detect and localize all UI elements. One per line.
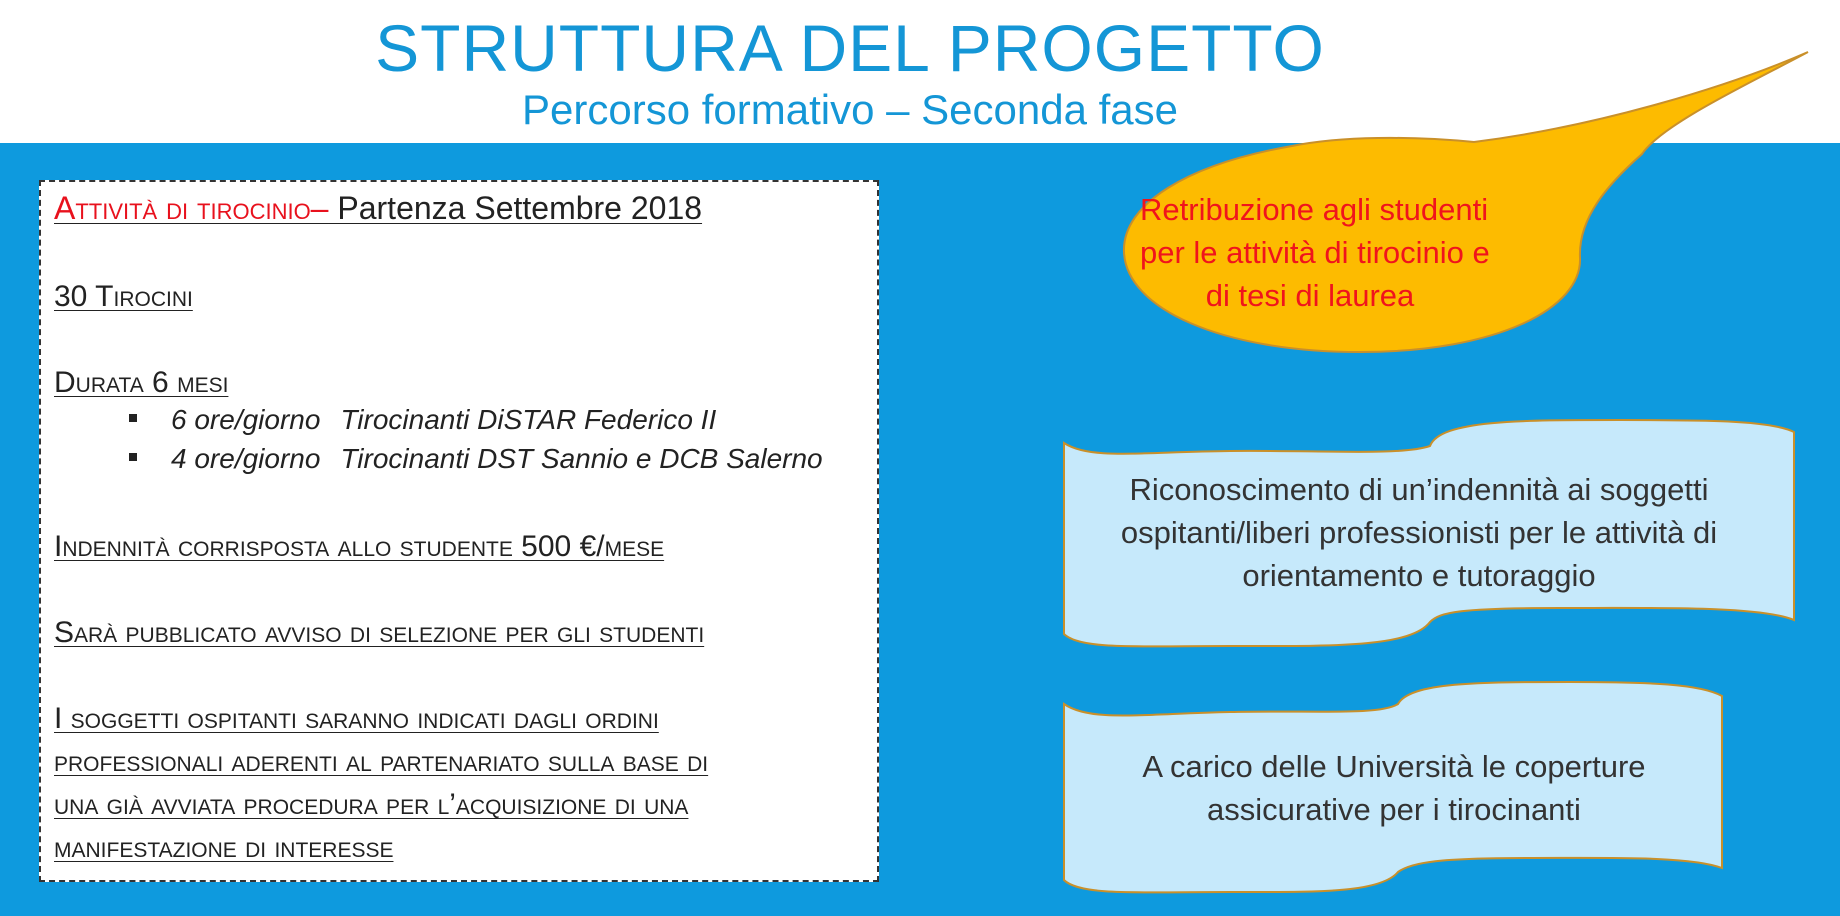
callout-line: Retribuzione agli studenti — [1140, 192, 1489, 227]
callout-line: di tesi di laurea — [1205, 278, 1415, 313]
soggetti-line: professionali aderenti al partenariato sulla base di — [54, 745, 709, 778]
callout-line: Riconoscimento di un’indennità ai soggetti — [1129, 472, 1709, 507]
page-title: STRUTTURA DEL PROGETTO — [375, 11, 1325, 85]
callout-line: ospitanti/liberi professionisti per le attività di — [1120, 515, 1718, 550]
soggetti-line: manifestazione di interesse — [54, 831, 394, 864]
callout-line: orientamento e tutoraggio — [1242, 558, 1596, 593]
heading-start-date: Partenza Settembre 2018 — [328, 190, 703, 226]
bullet-who: Tirocinanti DST Sannio e DCB Salerno — [340, 443, 823, 474]
soggetti-line: una già avviata procedura per l’acquisizione di una — [54, 788, 689, 821]
bullet-hours: 6 ore/giorno — [171, 404, 321, 435]
soggetti-line: I soggetti ospitanti saranno indicati dagli ordini — [54, 702, 659, 735]
retribuzione-callout-text — [1140, 188, 1490, 317]
durata-label: Durata 6 mesi — [54, 366, 229, 399]
heading-activity-label: Attività di tirocinio– — [54, 190, 329, 226]
bullet-hours: 4 ore/giorno — [171, 443, 321, 474]
tirocini-count: 30 Tirocini — [54, 280, 193, 313]
avviso-label: Sarà pubblicato avviso di selezione per gli studenti — [54, 616, 705, 649]
riconoscimento-callout-text — [1064, 468, 1774, 597]
callout-line: assicurative per i tirocinanti — [1207, 792, 1581, 827]
callout-line: A carico delle Università le coperture — [1142, 749, 1646, 784]
callout-line: per le attività di tirocinio e — [1140, 235, 1490, 270]
bullet-who: Tirocinanti DiSTAR Federico II — [340, 404, 717, 435]
page-subtitle: Percorso formativo – Seconda fase — [521, 86, 1178, 133]
carico-callout-text — [1064, 745, 1724, 831]
indennita-label: Indennità corrisposta allo studente 500 €/mese — [54, 530, 665, 563]
